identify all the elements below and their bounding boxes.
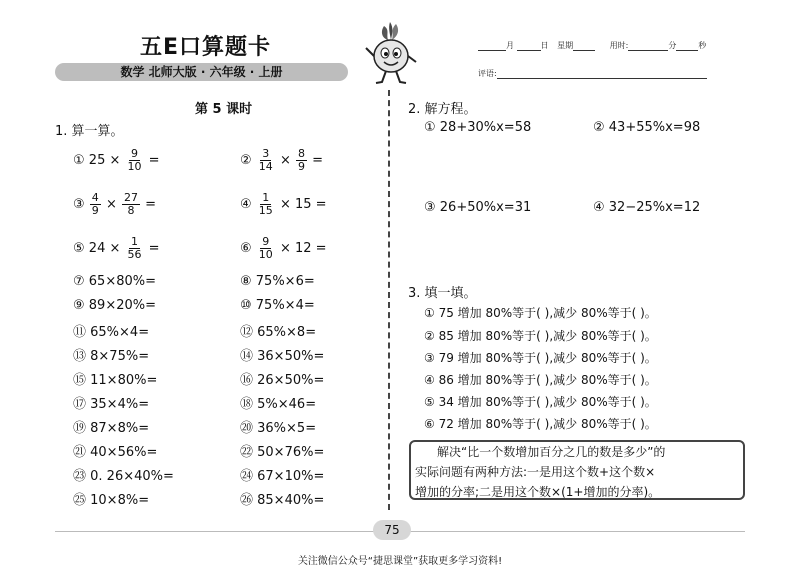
tip-line-1: 解决“比一个数增加百分之几的数是多少”的: [437, 445, 666, 459]
problem-row: ㉓ 0. 26×40%=: [73, 469, 174, 484]
section3-title: 3. 填一填。: [408, 286, 477, 301]
problem-row: ⑭ 36×50%=: [240, 349, 325, 364]
problem-row: ⑯ 26×50%=: [240, 373, 325, 388]
radish-mascot-icon: [360, 22, 422, 86]
problem-row: ㉖ 85×40%=: [240, 493, 325, 508]
page-number: 75: [373, 520, 411, 540]
footer-note: 关注微信公众号“捷思课堂”获取更多学习资料!: [297, 556, 503, 567]
equation-2: ② 43+55%x=98: [593, 120, 701, 135]
problem-4: ④ $\frac{1}{15}$ × 15 =: [240, 191, 327, 217]
problem-row: ⑱ 5%×46=: [240, 397, 317, 412]
problem-row: ⑪ 65%×4=: [73, 325, 150, 340]
problem-3: ③ $\frac{4}{9}$ × $\frac{27}{8}$ =: [73, 191, 157, 217]
equation-1: ① 28+30%x=58: [424, 120, 532, 135]
fill-item: ② 85 增加 80%等于( ),减少 80%等于( )。: [424, 329, 657, 343]
problem-row: ⑨ 89×20%=: [73, 298, 157, 313]
fill-item: ① 75 增加 80%等于( ),减少 80%等于( )。: [424, 306, 657, 320]
fill-item: ④ 86 增加 80%等于( ),减少 80%等于( )。: [424, 373, 657, 387]
subject-banner: 数学 北师大版 · 六年级 · 上册: [55, 63, 348, 81]
problem-5: ⑤ 24 × $\frac{1}{56}$ =: [73, 235, 160, 261]
fill-item: ⑥ 72 增加 80%等于( ),减少 80%等于( )。: [424, 417, 657, 431]
tip-box: [409, 440, 745, 500]
problem-row: ㉑ 40×56%=: [73, 445, 158, 460]
equation-3: ③ 26+50%x=31: [424, 200, 532, 215]
column-divider: [388, 90, 390, 510]
problem-row: ㉒ 50×76%=: [240, 445, 325, 460]
fill-item: ⑤ 34 增加 80%等于( ),减少 80%等于( )。: [424, 395, 657, 409]
problem-row: ㉔ 67×10%=: [240, 469, 325, 484]
problem-row: ㉕ 10×8%=: [73, 493, 150, 508]
problem-row: ⑫ 65%×8=: [240, 325, 317, 340]
tip-line-3: 增加的分率;二是用这个数×(1+增加的分率)。: [415, 485, 661, 499]
problem-2: ② $\frac{3}{14}$ × $\frac{8}{9}$ =: [240, 147, 324, 173]
equation-4: ④ 32−25%x=12: [593, 200, 701, 215]
section2-title: 2. 解方程。: [408, 102, 477, 117]
problem-row: ⑲ 87×8%=: [73, 421, 150, 436]
problem-row: ⑮ 11×80%=: [73, 373, 158, 388]
problem-row: ⑧ 75%×6=: [240, 274, 315, 289]
problem-6: ⑥ $\frac{9}{10}$ × 12 =: [240, 235, 327, 261]
problem-row: ⑦ 65×80%=: [73, 274, 157, 289]
tip-line-2: 实际问题有两种方法:一是用这个数+这个数×: [415, 465, 656, 479]
section1-title: 1. 算一算。: [55, 124, 124, 139]
comment-line: 评语:: [478, 68, 707, 79]
fill-item: ③ 79 增加 80%等于( ),减少 80%等于( )。: [424, 351, 657, 365]
problem-row: ⑬ 8×75%=: [73, 349, 150, 364]
problem-row: ⑰ 35×4%=: [73, 397, 150, 412]
problem-row: ⑳ 36%×5=: [240, 421, 317, 436]
date-time-line: 月 日 星期 用时: 分 秒: [478, 40, 706, 51]
problem-row: ⑩ 75%×4=: [240, 298, 315, 313]
lesson-title: 第 5 课时: [195, 102, 253, 117]
worksheet-title: 五E口算题卡: [140, 35, 272, 60]
problem-1: ① 25 × $\frac{9}{10}$ =: [73, 147, 160, 173]
